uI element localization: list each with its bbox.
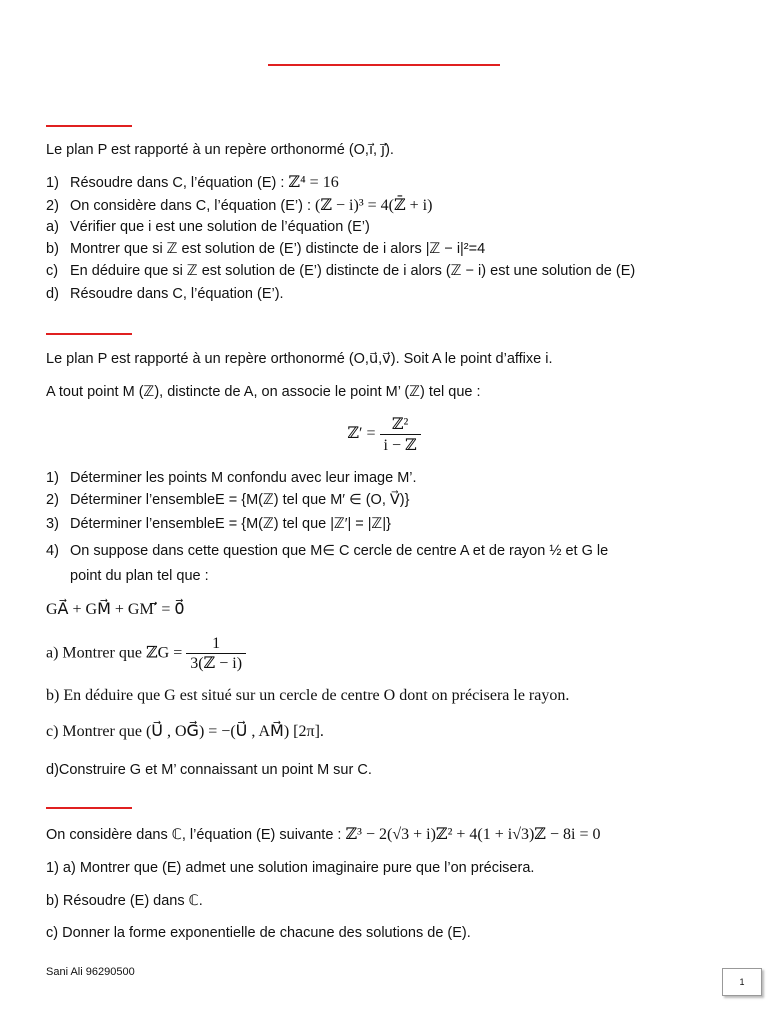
- exercise-1-marker: [46, 125, 132, 127]
- ex2-question-b: b) En déduire que G est situé sur un cercle de centre O dont on précisera le rayon.: [46, 687, 570, 704]
- ex1-item-a: [46, 219, 370, 236]
- ex2-item-4-continued: point du plan tel que :: [70, 568, 209, 584]
- ex2-question-a: [46, 634, 246, 673]
- item-number: 4): [46, 543, 59, 559]
- item-number: 1): [46, 175, 59, 191]
- item-text: Résoudre dans C, l’équation (E) :: [70, 175, 289, 191]
- ex3-question-b: b) Résoudre (E) dans ℂ.: [46, 893, 203, 909]
- ex2-line2: A tout point M (ℤ), distincte de A, on associe le point M’ (ℤ) tel que :: [46, 384, 481, 400]
- item-number: d): [46, 286, 59, 302]
- item-text: Résoudre dans C, l’équation (E’).: [70, 286, 284, 302]
- question-a-numerator: 1: [186, 634, 246, 654]
- item-number: b): [46, 241, 59, 257]
- ex3-question-c: c) Donner la forme exponentielle de chacune des solutions de (E).: [46, 925, 471, 941]
- item-text: En déduire que si ℤ est solution de (E’) distincte de i alors (ℤ − i) est une solution de (E): [70, 263, 636, 279]
- question-a-fraction: [186, 634, 246, 673]
- item-text: On considère dans C, l’équation (E’) :: [70, 198, 316, 214]
- ex2-intro: Le plan P est rapporté à un repère orthonormé (O,u⃗,v⃗). Soit A le point d’affixe i.: [46, 351, 553, 367]
- ex1-item-b: [46, 241, 485, 258]
- ex1-item-1: [46, 173, 339, 192]
- formula-numerator: ℤ²: [380, 414, 421, 435]
- ex1-intro: Le plan P est rapporté à un repère orthonormé (O,i⃗, j⃗).: [46, 142, 394, 158]
- ex2-vector-equation: GA⃗ + GM⃗ + GM′⃗ = 0⃗: [46, 601, 185, 618]
- ex3-equation: ℤ³ − 2(√3 + i)ℤ² + 4(1 + i√3)ℤ − 8i = 0: [345, 826, 601, 843]
- item-number: 1): [46, 470, 59, 486]
- item-text: Montrer que si ℤ est solution de (E’) distincte de i alors |ℤ − i|²=4: [70, 241, 486, 257]
- item-number: 3): [46, 516, 59, 532]
- page-number: 1: [722, 968, 762, 996]
- ex3-intro: [46, 825, 600, 844]
- item-text: On suppose dans cette question que M∈ C cercle de centre A et de rayon ½ et G le: [70, 543, 609, 559]
- ex2-formula: [0, 414, 768, 455]
- formula-fraction: [380, 414, 421, 455]
- item-text: Vérifier que i est une solution de l’équation (E’): [70, 219, 370, 235]
- formula-denominator: i − ℤ: [383, 437, 417, 454]
- item-text: Déterminer l’ensembleE = {M(ℤ) tel que |ℤ′| = |ℤ|}: [70, 516, 391, 532]
- ex2-item-3: [46, 516, 391, 533]
- item-text: Déterminer l’ensembleE = {M(ℤ) tel que M′ ∈ (O, V⃗)}: [70, 492, 410, 508]
- item-number: c): [46, 263, 59, 279]
- question-a-label: a) Montrer que ℤG =: [46, 644, 183, 662]
- ex2-item-1: [46, 470, 417, 487]
- footer-author: Sani Ali 96290500: [46, 966, 135, 978]
- ex2-question-d: d)Construire G et M’ connaissant un point M sur C.: [46, 762, 372, 778]
- exercise-2-marker: [46, 333, 132, 335]
- item-number: 2): [46, 492, 59, 508]
- formula-lhs: ℤ′ =: [347, 425, 376, 443]
- ex3-intro-text: On considère dans ℂ, l’équation (E) suivante :: [46, 827, 346, 843]
- question-a-denominator: 3(ℤ − i): [190, 655, 243, 673]
- exercise-3-marker: [46, 807, 132, 809]
- item-text: Déterminer les points M confondu avec leur image M’.: [70, 470, 417, 486]
- item-number: a): [46, 219, 59, 235]
- ex1-item-c: [46, 263, 635, 280]
- item-math: ℤ⁴ = 16: [288, 174, 339, 191]
- title-underline: [268, 64, 500, 66]
- ex1-item-d: [46, 286, 284, 303]
- ex3-question-1: 1) a) Montrer que (E) admet une solution imaginaire pure que l’on précisera.: [46, 860, 535, 876]
- ex2-question-c: c) Montrer que (U⃗ , OG⃗) = −(U⃗ , AM⃗) [2π].: [46, 723, 324, 740]
- item-number: 2): [46, 198, 59, 214]
- item-math: (ℤ − i)³ = 4(ℤ̄ + i): [315, 197, 433, 214]
- ex2-item-2: [46, 492, 409, 509]
- ex2-item-4: [46, 543, 608, 560]
- ex1-item-2: [46, 196, 432, 215]
